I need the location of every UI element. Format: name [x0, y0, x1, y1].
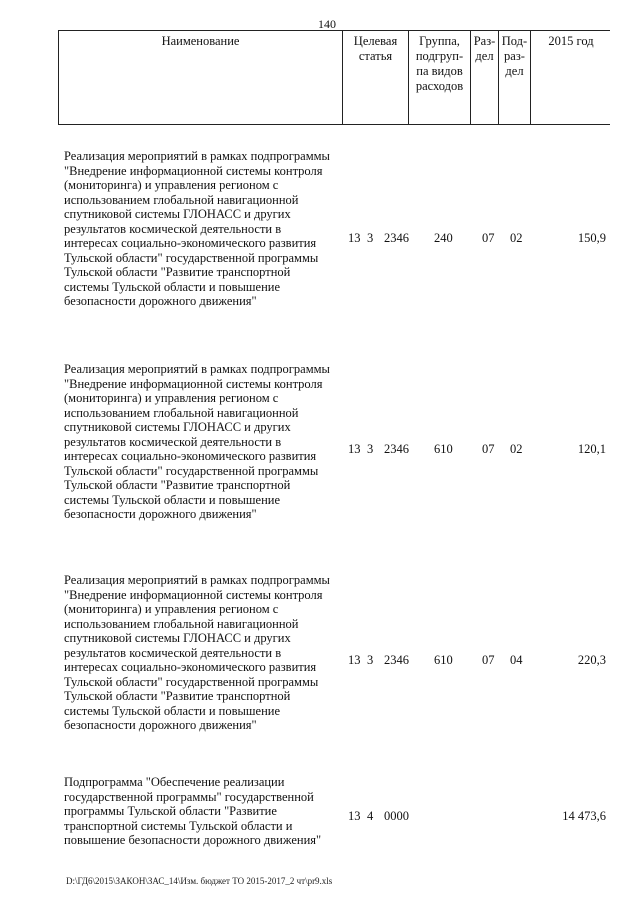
desc-line: спутниковой системы ГЛОНАСС и других: [64, 207, 291, 221]
expense-group: 610: [434, 653, 453, 667]
header-subsection: [499, 31, 531, 124]
desc-line: повышение безопасности дорожного движения": [64, 833, 322, 847]
desc-line: безопасности дорожного движения": [64, 294, 257, 308]
desc-line: Тульской области" государственной программы: [64, 674, 319, 689]
desc-line: использованием глобальной навигационной: [64, 192, 299, 207]
header-target-line: статья: [358, 49, 393, 63]
desc-line: интересах социально-экономического развития: [64, 660, 317, 674]
header-year-text: 2015 год: [548, 34, 594, 48]
target-code-part: 2346: [384, 653, 409, 667]
amount: 220,3: [577, 653, 606, 667]
header-subsection-line: дел: [505, 64, 524, 78]
header-target: [343, 31, 409, 124]
desc-line: (мониторинга) и управления регионом с: [64, 602, 279, 616]
amount: 120,1: [577, 442, 606, 456]
desc-line: использованием глобальной навигационной: [64, 616, 299, 631]
amount: 150,9: [577, 231, 606, 245]
row-description: [64, 149, 354, 309]
desc-line: системы Тульской области и повышение: [64, 492, 280, 507]
desc-line: спутниковой системы ГЛОНАСС и других: [64, 420, 291, 434]
desc-line: безопасности дорожного движения": [64, 507, 257, 521]
desc-line: "Внедрение информационной системы контроля: [64, 376, 323, 391]
target-code-part: 4: [367, 809, 374, 823]
desc-line: спутниковой системы ГЛОНАСС и других: [64, 631, 291, 645]
row-description: [64, 775, 354, 848]
desc-line: "Внедрение информационной системы контроля: [64, 587, 323, 602]
section-code: 07: [482, 653, 495, 667]
desc-line: безопасности дорожного движения": [64, 718, 257, 732]
desc-line: государственной программы" государственной: [64, 789, 314, 804]
header-group-line: Группа,: [419, 34, 460, 48]
table-header: [58, 30, 610, 125]
desc-line: результатов космической деятельности в: [64, 434, 282, 449]
desc-line: Тульской области "Развитие транспортной: [64, 689, 291, 703]
header-section-line: Раз-: [473, 34, 496, 48]
target-code-part: 3: [367, 653, 374, 667]
header-group-line: па видов: [416, 64, 463, 78]
desc-line: результатов космической деятельности в: [64, 221, 282, 236]
desc-line: интересах социально-экономического развития: [64, 449, 317, 463]
header-name: [59, 31, 343, 124]
target-code-part: 2346: [384, 231, 409, 245]
desc-line: Тульской области" государственной программы: [64, 250, 319, 265]
header-group-line: подгруп-: [415, 49, 464, 63]
expense-group: 240: [434, 231, 453, 245]
subsection-code: 02: [510, 442, 523, 456]
target-code-part: 3: [367, 442, 374, 456]
desc-line: интересах социально-экономического развития: [64, 236, 317, 250]
desc-line: системы Тульской области и повышение: [64, 279, 280, 294]
expense-group: 610: [434, 442, 453, 456]
desc-line: результатов космической деятельности в: [64, 645, 282, 660]
header-subsection-line: Под-: [501, 34, 528, 48]
page-number: 140: [318, 17, 336, 31]
header-name-text: Наименование: [161, 34, 240, 48]
target-code-part: 13: [348, 231, 361, 245]
subsection-code: 04: [510, 653, 523, 667]
desc-line: (мониторинга) и управления регионом с: [64, 391, 279, 405]
header-section-line: дел: [475, 49, 494, 63]
header-subsection-line: раз-: [504, 49, 525, 63]
desc-line: программы Тульской области "Развитие: [64, 804, 277, 818]
target-code-part: 13: [348, 653, 361, 667]
section-code: 07: [482, 442, 495, 456]
target-code-part: 0000: [384, 809, 409, 823]
desc-line: системы Тульской области и повышение: [64, 703, 280, 718]
desc-line: "Внедрение информационной системы контроля: [64, 163, 323, 178]
section-code: 07: [482, 231, 495, 245]
desc-line: использованием глобальной навигационной: [64, 405, 299, 420]
file-path-footer: D:\ГД6\2015\ЗАКОН\ЗАС_14\Изм. бюджет ТО 2015-2017_2 чт\pr9.xls: [66, 876, 333, 886]
row-description: [64, 573, 354, 733]
header-target-line: Целевая: [353, 34, 398, 48]
target-code-part: 3: [367, 231, 374, 245]
target-code-part: 13: [348, 442, 361, 456]
desc-line: Реализация мероприятий в рамках подпрограммы: [64, 362, 330, 376]
desc-line: Тульской области "Развитие транспортной: [64, 265, 291, 279]
subsection-code: 02: [510, 231, 523, 245]
header-section: [471, 31, 499, 124]
desc-line: Тульской области "Развитие транспортной: [64, 478, 291, 492]
header-group-line: расходов: [415, 79, 464, 93]
desc-line: Реализация мероприятий в рамках подпрограммы: [64, 573, 330, 587]
header-group: [409, 31, 471, 124]
desc-line: Тульской области" государственной программы: [64, 463, 319, 478]
desc-line: Подпрограмма "Обеспечение реализации: [64, 775, 285, 789]
header-year: [531, 31, 611, 124]
desc-line: транспортной системы Тульской области и: [64, 818, 293, 833]
desc-line: Реализация мероприятий в рамках подпрограммы: [64, 149, 330, 163]
amount: 14 473,6: [562, 809, 606, 823]
row-description: [64, 362, 354, 522]
target-code-part: 13: [348, 809, 361, 823]
desc-line: (мониторинга) и управления регионом с: [64, 178, 279, 192]
target-code-part: 2346: [384, 442, 409, 456]
